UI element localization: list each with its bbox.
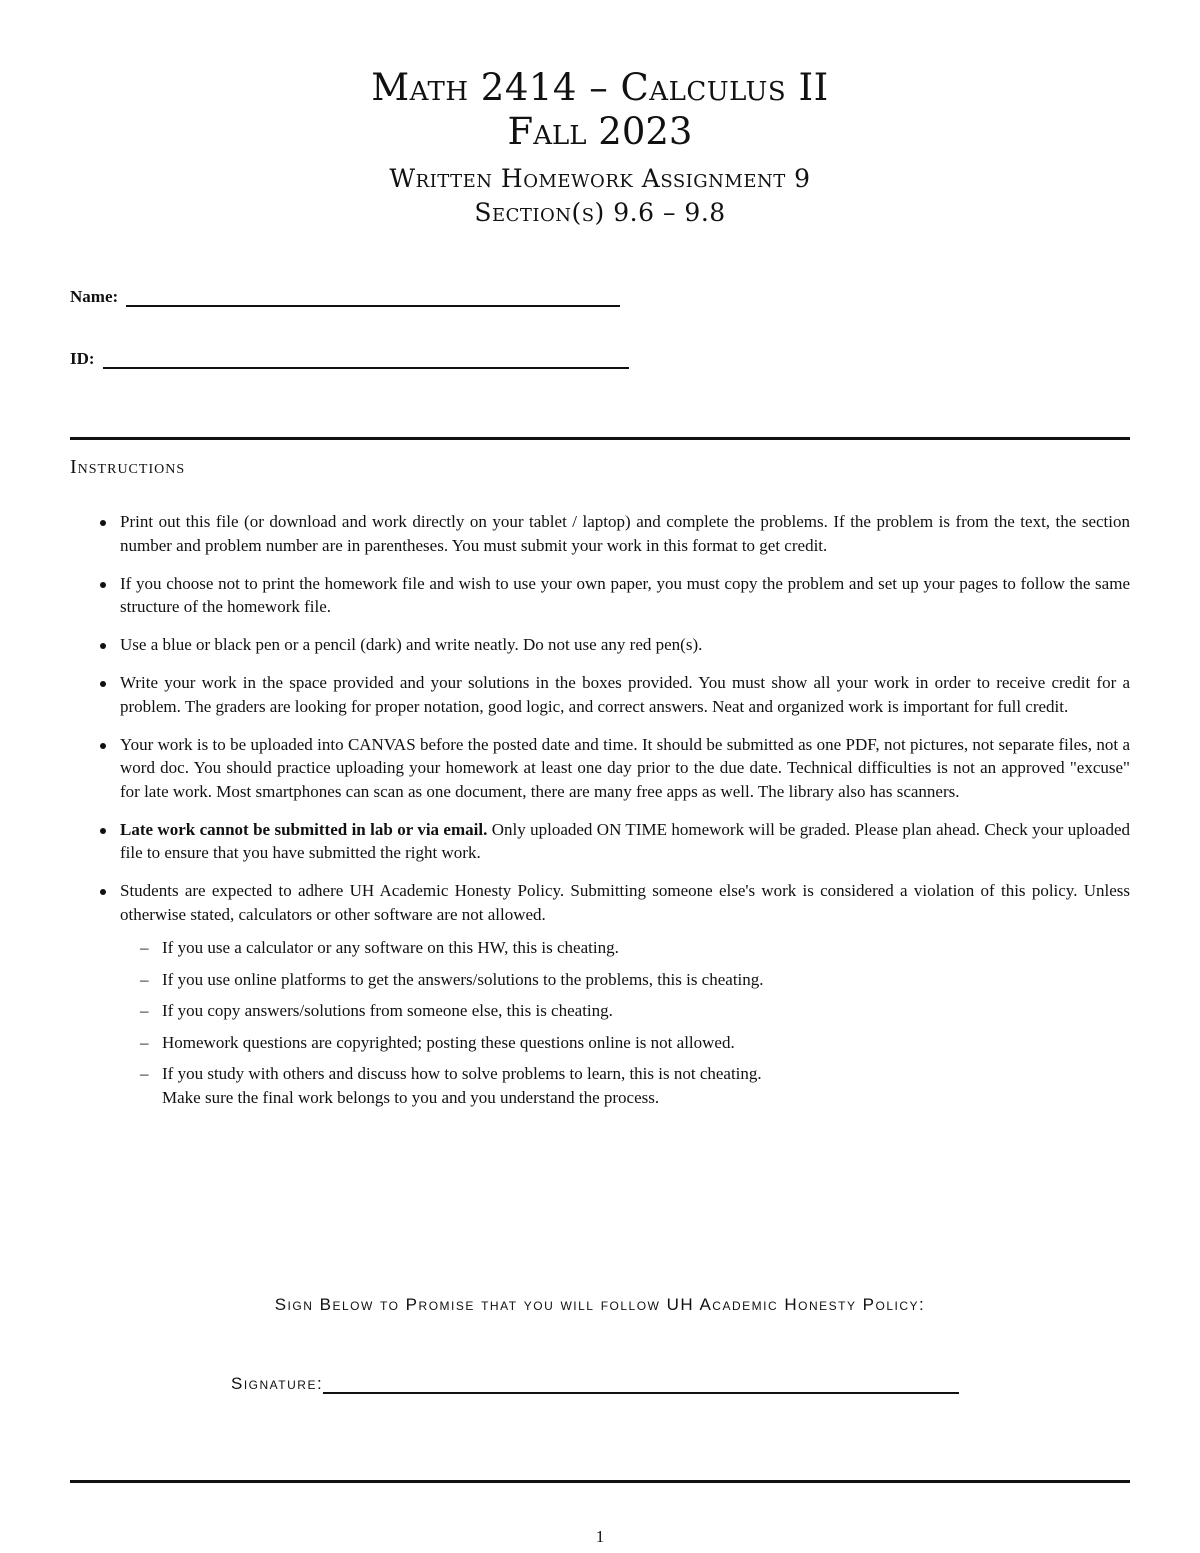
instruction-item: Use a blue or black pen or a pencil (dark) and write neatly. Do not use any red pen(s). (98, 633, 1130, 657)
document-header (0, 66, 1200, 229)
id-label: ID: (70, 349, 95, 368)
instruction-item: If you choose not to print the homework file and wish to use your own paper, you must copy the problem and set up your pages to follow the same structure of the homework file. (98, 572, 1130, 619)
instruction-item: Print out this file (or download and work directly on your tablet / laptop) and complete the problems. If the problem is from the text, the section number and problem number are in parentheses. You must submit your work in this format to get credit. (98, 510, 1130, 557)
assignment-title: Written Homework Assignment 9 (389, 164, 811, 193)
instruction-item: Late work cannot be submitted in lab or via email. Only uploaded ON TIME homework will be graded. Please plan ahead. Check your uploaded file to ensure that you have submitted the right work. (98, 818, 1130, 865)
bottom-divider (70, 1480, 1130, 1483)
honesty-subitem: – If you use a calculator or any software on this HW, this is cheating. (140, 938, 619, 957)
top-divider (70, 437, 1130, 440)
sign-heading: Sign Below to Promise that you will follow UH Academic Honesty Policy: (274, 1295, 926, 1314)
id-field[interactable] (70, 349, 629, 369)
name-field[interactable] (70, 287, 620, 307)
course-title: Math 2414 – Calculus II (371, 66, 829, 109)
id-line[interactable] (103, 351, 629, 369)
term-title: Fall 2023 (507, 110, 693, 153)
signature-label: Signature: (231, 1374, 324, 1393)
name-label: Name: (70, 287, 119, 306)
instructions-heading: Instructions (70, 456, 186, 478)
honesty-subitem: – If you study with others and discuss how to solve problems to learn, this is not cheating. Make sure the final work belongs to you and you understand the process. (140, 1064, 762, 1107)
signature-line[interactable] (323, 1376, 959, 1394)
honesty-subitem: – Homework questions are copyrighted; posting these questions online is not allowed. (140, 1032, 735, 1052)
instruction-item: Your work is to be uploaded into CANVAS before the posted date and time. It should be submitted as one PDF, not pictures, not separate files, not a word doc. You should practice uploading your homework at least one day prior to the due date. Technical difficulties is not an approved "excuse" for late work. Most smartphones can scan as one document, there are many free apps as well. The library also has scanners. (98, 733, 1130, 804)
instructions-list (98, 510, 1130, 1124)
signature-field[interactable] (231, 1374, 959, 1394)
honesty-subitem: – If you use online platforms to get the answers/solutions to the problems, this is cheating. (140, 969, 764, 989)
sections-title: Section(s) 9.6 – 9.8 (474, 198, 726, 227)
honesty-sublist (120, 936, 1130, 1109)
instruction-item: Write your work in the space provided and your solutions in the boxes provided. You must show all your work in order to receive credit for a problem. The graders are looking for proper notation, good logic, and correct answers. Neat and organized work is important for full credit. (98, 671, 1130, 718)
page-number: 1 (595, 1527, 605, 1546)
instruction-item: Students are expected to adhere UH Academic Honesty Policy. Submitting someone else's work is considered a violation of this policy. Unless otherwise stated, calculators or other software are not allowed. – If you use a calculator or any software on this HW, this is cheating. – If you use online platforms to get the answers/solutions to the problems, this is cheating. – If you copy answers/solutions from someone else, this is cheating. – Homework questions are copyrighted; posting these questions online is not allowed. – If you study with others and discuss how to solve problems to learn, this is not cheating. Make sure the final work belongs to you and you understand the process. (98, 879, 1130, 1109)
honesty-subitem: – If you copy answers/solutions from someone else, this is cheating. (140, 1001, 613, 1020)
name-line[interactable] (126, 289, 620, 307)
